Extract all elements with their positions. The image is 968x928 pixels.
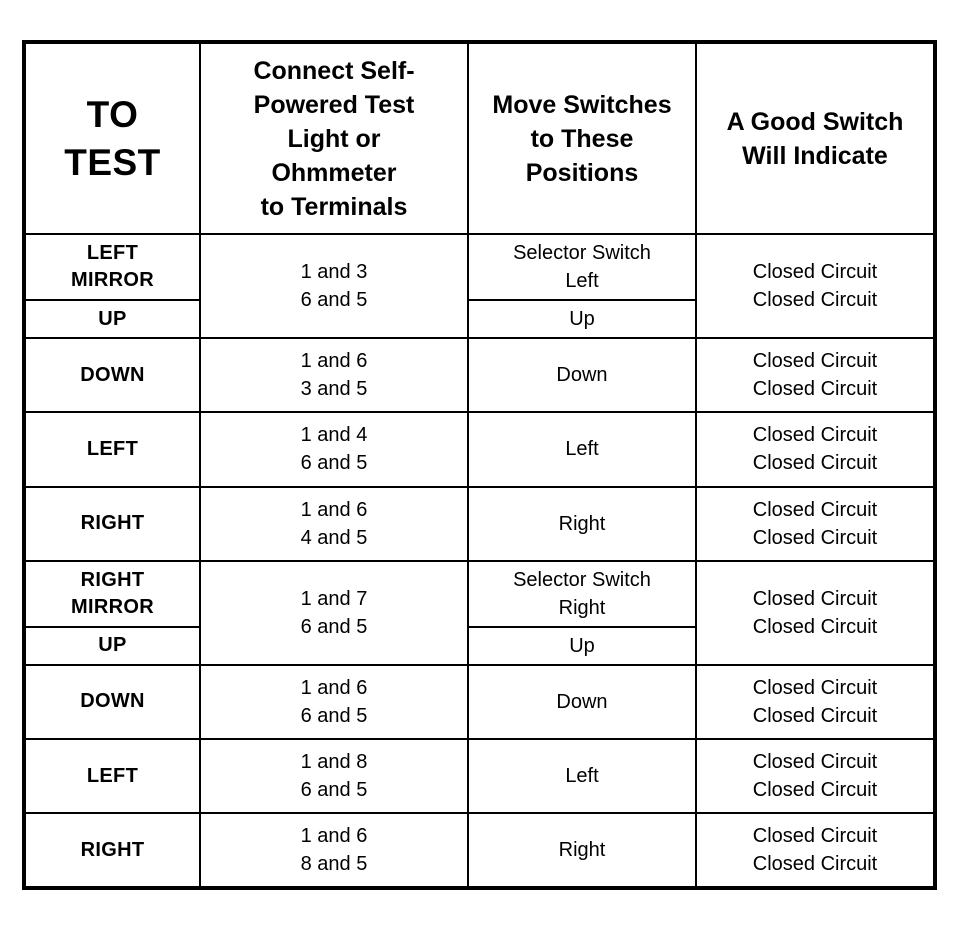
test-label: RIGHT xyxy=(26,813,200,886)
test-label: DOWN xyxy=(26,338,200,412)
header-row xyxy=(26,44,933,234)
terminal-pair: 6 and 5 xyxy=(300,779,368,802)
label-line: RIGHT xyxy=(80,568,145,591)
terminals-cell xyxy=(200,234,468,338)
indicate-line: Closed Circuit xyxy=(752,289,878,312)
terminal-pair: 1 and 6 xyxy=(300,350,368,373)
header-line: TEST xyxy=(64,141,161,183)
indicate-line: Closed Circuit xyxy=(752,751,878,774)
table-row xyxy=(26,412,933,486)
position-cell: Left xyxy=(468,412,696,486)
indicate-cell xyxy=(696,487,933,561)
terminals-cell xyxy=(200,813,468,886)
table-row xyxy=(26,813,933,886)
table-row xyxy=(26,739,933,813)
selector-switch-cell xyxy=(468,234,696,300)
indicate-cell xyxy=(696,739,933,813)
position-cell: Up xyxy=(468,300,696,338)
terminal-pair: 6 and 5 xyxy=(300,704,368,727)
terminal-pair: 6 and 5 xyxy=(300,289,368,312)
terminals-cell xyxy=(200,338,468,412)
terminals-cell xyxy=(200,412,468,486)
indicate-line: Closed Circuit xyxy=(752,853,878,876)
position-cell: Left xyxy=(468,739,696,813)
test-label: UP xyxy=(26,627,200,665)
terminal-pair: 1 and 6 xyxy=(300,676,368,699)
terminals-cell xyxy=(200,739,468,813)
test-label: RIGHT xyxy=(26,487,200,561)
indicate-cell xyxy=(696,412,933,486)
header-line: to Terminals xyxy=(260,192,408,221)
indicate-line: Closed Circuit xyxy=(752,378,878,401)
indicate-cell xyxy=(696,665,933,739)
indicate-line: Closed Circuit xyxy=(752,350,878,373)
indicate-line: Closed Circuit xyxy=(752,261,878,284)
mirror-row-left xyxy=(26,234,933,300)
move-switches-header xyxy=(468,44,696,234)
selector-line: Right xyxy=(558,596,606,619)
terminal-pair: 1 and 6 xyxy=(300,825,368,848)
position-cell: Right xyxy=(468,487,696,561)
header-line: Light or xyxy=(287,124,381,153)
table-row xyxy=(26,338,933,412)
indicate-line: Closed Circuit xyxy=(752,779,878,802)
connect-terminals-header xyxy=(200,44,468,234)
header-line: Connect Self- xyxy=(253,56,415,85)
indicate-line: Closed Circuit xyxy=(752,825,878,848)
label-line: MIRROR xyxy=(71,269,154,291)
indicate-line: Closed Circuit xyxy=(752,452,878,475)
switch-test-table xyxy=(22,40,937,890)
good-switch-header xyxy=(696,44,933,234)
header-line: Positions xyxy=(525,158,639,187)
indicate-line: Closed Circuit xyxy=(752,704,878,727)
mirror-label xyxy=(26,561,200,627)
position-cell: Down xyxy=(468,338,696,412)
terminal-pair: 4 and 5 xyxy=(300,526,368,549)
header-line: to These xyxy=(530,124,634,153)
indicate-cell xyxy=(696,338,933,412)
header-line: Powered Test xyxy=(253,90,415,119)
indicate-cell xyxy=(696,234,933,338)
terminals-cell xyxy=(200,665,468,739)
indicate-line: Closed Circuit xyxy=(752,498,878,521)
terminals-cell xyxy=(200,561,468,665)
terminal-pair: 1 and 8 xyxy=(300,751,368,774)
terminal-pair: 1 and 6 xyxy=(300,498,368,521)
header-line: TO xyxy=(86,93,139,135)
mirror-row-right xyxy=(26,561,933,627)
selector-switch-cell xyxy=(468,561,696,627)
mirror-label xyxy=(26,234,200,300)
test-label: LEFT xyxy=(26,412,200,486)
terminal-pair: 6 and 5 xyxy=(300,615,368,638)
indicate-cell xyxy=(696,813,933,886)
terminal-pair: 3 and 5 xyxy=(300,378,368,401)
position-cell: Up xyxy=(468,627,696,665)
header-line: Ohmmeter xyxy=(271,158,397,187)
selector-line: Selector Switch xyxy=(513,242,651,264)
header-line: Move Switches xyxy=(492,90,672,119)
table-row xyxy=(26,665,933,739)
terminal-pair: 6 and 5 xyxy=(300,452,368,475)
terminals-cell xyxy=(200,487,468,561)
to-test-header xyxy=(26,44,200,234)
indicate-cell xyxy=(696,561,933,665)
indicate-line: Closed Circuit xyxy=(752,615,878,638)
test-grid xyxy=(26,44,933,886)
indicate-line: Closed Circuit xyxy=(752,526,878,549)
indicate-line: Closed Circuit xyxy=(752,587,878,610)
selector-line: Selector Switch xyxy=(513,568,651,591)
selector-line: Left xyxy=(565,270,599,292)
terminal-pair: 8 and 5 xyxy=(300,853,368,876)
test-label: LEFT xyxy=(26,739,200,813)
indicate-line: Closed Circuit xyxy=(752,424,878,447)
position-cell: Right xyxy=(468,813,696,886)
terminal-pair: 1 and 3 xyxy=(300,261,368,284)
test-label: DOWN xyxy=(26,665,200,739)
position-cell: Down xyxy=(468,665,696,739)
test-label: UP xyxy=(26,300,200,338)
header-line: A Good Switch xyxy=(726,107,904,136)
label-line: LEFT xyxy=(86,242,139,264)
label-line: MIRROR xyxy=(71,595,154,618)
table-row xyxy=(26,487,933,561)
terminal-pair: 1 and 4 xyxy=(300,424,368,447)
terminal-pair: 1 and 7 xyxy=(300,587,368,610)
indicate-line: Closed Circuit xyxy=(752,676,878,699)
header-line: Will Indicate xyxy=(742,141,888,170)
